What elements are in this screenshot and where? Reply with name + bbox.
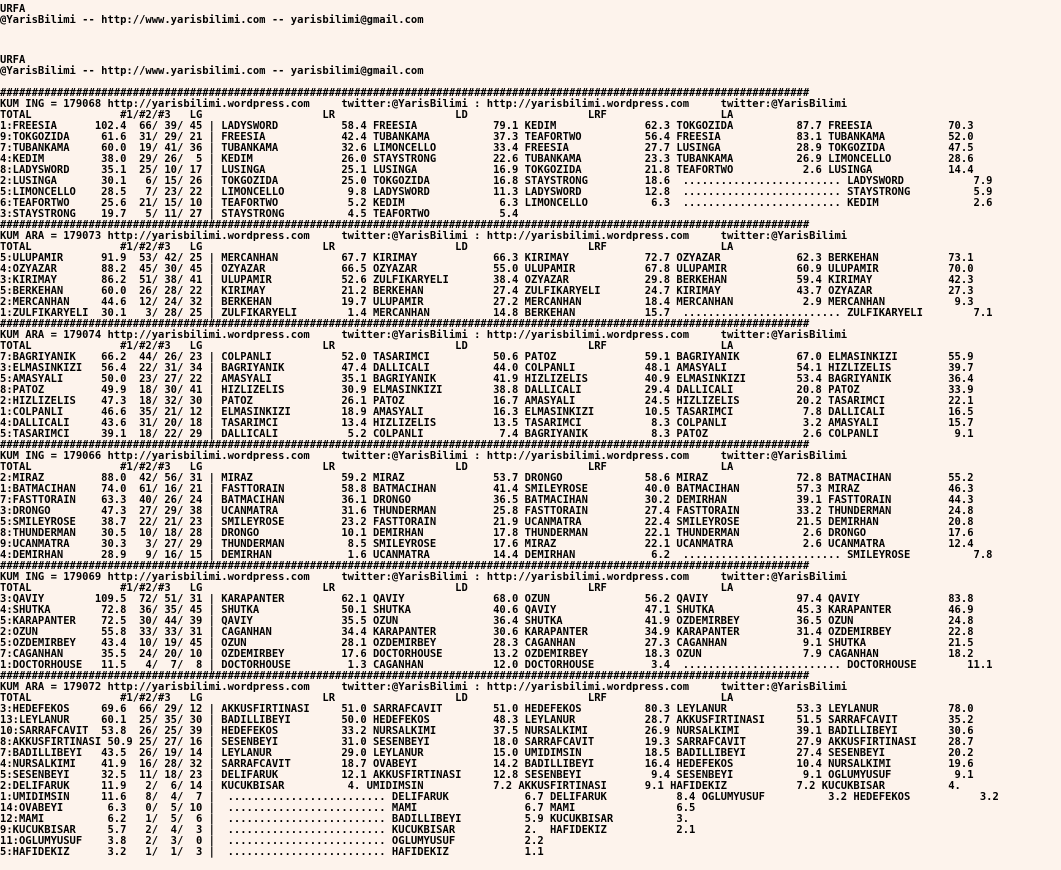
table-row: 12:MAMI 6.2 1/ 5/ 6 | ......................... BADILLIBEYI 5.9 KUCUKBISAR 3. (0, 813, 690, 825)
separator-line: ################################################################################################################################ (0, 670, 810, 682)
table-row: 5:ULUPAMIR 91.9 53/ 42/ 25 | MERCANHAN 67.7 KIRIMAY 66.3 KIRIMAY 72.7 OZYAZAR 62.3 BERKEHAN 73.1 (0, 252, 974, 264)
column-header-line: TOTAL #1/#2/#3 LG LR LD LRF LA (0, 109, 734, 121)
table-row: 7:BADILLIBEYI 43.5 26/ 19/ 14 | LEYLANUR 29.0 LEYLANUR 15.0 UMIDIMSIN 18.5 BADILLIBEYI 27.4 SESENBEYI 20.2 (0, 747, 974, 759)
table-row: 1:FREESIA 102.4 66/ 39/ 45 | LADYSWORD 58.4 FREESIA 79.1 KEDIM 62.3 TOKGOZIDA 87.7 FREESIA 70.3 (0, 120, 974, 132)
separator-line: ################################################################################################################################ (0, 219, 810, 231)
contact-line: @YarisBilimi -- http://www.yarisbilimi.com -- yarisbilimi@gmail.com (0, 14, 424, 26)
race-header-line: KUM ARA = 179072 http://yarisbilimi.wordpress.com twitter:@YarisBilimi : http://yarisbilimi.wordpress.com twitter:@YarisBilimi (0, 681, 848, 693)
table-row: 6:TEAFORTWO 25.6 21/ 15/ 10 | TEAFORTWO 5.2 KEDIM 6.3 LIMONCELLO 6.3 ......................... KEDIM 2.6 (0, 197, 993, 209)
page-title-repeat: URFA (0, 54, 26, 66)
table-row: 3:DRONGO 47.3 27/ 29/ 38 | UCANMATRA 31.6 THUNDERMAN 25.8 FASTTORAIN 27.4 FASTTORAIN 33.2 THUNDERMAN 24.8 (0, 505, 974, 517)
table-row: 1:COLPANLI 46.6 35/ 21/ 12 | ELMASINKIZI 18.9 AMASYALI 16.3 ELMASINKIZI 10.5 TASARIMCI 7.8 DALLICALI 16.5 (0, 406, 974, 418)
table-row: 7:CAGANHAN 35.5 24/ 20/ 10 | OZDEMIRBEY 17.6 DOCTORHOUSE 13.2 OZDEMIRBEY 18.3 OZUN 7.9 CAGANHAN 18.2 (0, 648, 974, 660)
race-header-line: KUM ING = 179069 http://yarisbilimi.wordpress.com twitter:@YarisBilimi : http://yarisbilimi.wordpress.com twitter:@YarisBilimi (0, 571, 848, 583)
column-header-line: TOTAL #1/#2/#3 LG LR LD LRF LA (0, 241, 734, 253)
table-row: 5:SESENBEYI 32.5 11/ 18/ 23 | DELIFARUK 12.1 AKKUSFIRTINASI 12.8 SESENBEYI 9.4 SESENBEYI 9.1 OGLUMYUSUF 9.1 (0, 769, 974, 781)
race-tables (0, 88, 1061, 858)
table-row: 3:QAVIY 109.5 72/ 51/ 31 | KARAPANTER 62.1 QAVIY 68.0 OZUN 56.2 QAVIY 97.4 QAVIY 83.8 (0, 593, 974, 605)
race-header-line: KUM ARA = 179073 http://yarisbilimi.wordpress.com twitter:@YarisBilimi : http://yarisbilimi.wordpress.com twitter:@YarisBilimi (0, 230, 848, 242)
page-title: URFA (0, 3, 26, 15)
table-row: 8:THUNDERMAN 30.5 10/ 18/ 28 | DRONGO 10.1 DEMIRHAN 17.8 THUNDERMAN 22.1 THUNDERMAN 2.6 DRONGO 17.6 (0, 527, 974, 539)
table-row: 9:KUCUKBISAR 5.7 2/ 4/ 3 | ......................... KUCUKBISAR 2. HAFIDEKIZ 2.1 (0, 824, 696, 836)
table-row: 5:AMASYALI 50.0 23/ 27/ 22 | AMASYALI 35.1 BAGRIYANIK 41.9 HIZLIZELIS 40.9 ELMASINKIZI 53.4 BAGRIYANIK 36.4 (0, 373, 974, 385)
column-header-line: TOTAL #1/#2/#3 LG LR LD LRF LA (0, 582, 734, 594)
column-header-line: TOTAL #1/#2/#3 LG LR LD LRF LA (0, 461, 734, 473)
table-row: 8:LADYSWORD 35.1 25/ 10/ 17 | LUSINGA 25.1 LUSINGA 16.9 TOKGOZIDA 21.8 TEAFORTWO 2.6 LUSINGA 14.4 (0, 164, 974, 176)
table-row: 2:LUSINGA 30.1 6/ 15/ 26 | TOKGOZIDA 25.0 TOKGOZIDA 16.8 STAYSTRONG 18.6 ......................... LADYSWORD 7.9 (0, 175, 993, 187)
table-row: 3:KIRIMAY 86.2 51/ 38/ 41 | ULUPAMIR 52.6 ZULFIKARYELI 38.4 OZYAZAR 29.8 BERKEHAN 59.4 KIRIMAY 42.3 (0, 274, 974, 286)
table-row: 1:BATMACIHAN 74.0 61/ 16/ 21 | FASTTORAIN 58.8 BATMACIHAN 41.4 SMILEYROSE 40.0 BATMACIHAN 57.3 MIRAZ 46.3 (0, 483, 974, 495)
table-row: 7:FASTTORAIN 63.3 40/ 26/ 24 | BATMACIHAN 36.1 DRONGO 36.5 BATMACIHAN 30.2 DEMIRHAN 39.1 FASTTORAIN 44.3 (0, 494, 974, 506)
table-row: 3:STAYSTRONG 19.7 5/ 11/ 27 | STAYSTRONG 4.5 TEAFORTWO 5.4 (0, 208, 519, 220)
table-row: 9:TOKGOZIDA 61.6 31/ 29/ 21 | FREESIA 42.4 TUBANKAMA 37.3 TEAFORTWO 56.4 FREESIA 83.1 TUBANKAMA 52.0 (0, 131, 974, 143)
table-row: 2:MERCANHAN 44.6 12/ 24/ 32 | BERKEHAN 19.7 ULUPAMIR 27.2 MERCANHAN 18.4 MERCANHAN 2.9 MERCANHAN 9.3 (0, 296, 974, 308)
table-row: 14:OVABEYI 6.3 0/ 5/ 10 | ......................... MAMI 6.7 MAMI 6.5 (0, 802, 696, 814)
table-row: 5:LIMONCELLO 28.5 7/ 23/ 22 | LIMONCELLO 9.8 LADYSWORD 11.3 LADYSWORD 12.8 ......................... STAYSTRONG 5.9 (0, 186, 993, 198)
separator-line: ################################################################################################################################ (0, 439, 810, 451)
table-row: 5:HAFIDEKIZ 3.2 1/ 1/ 3 | ......................... HAFIDEKIZ 1.1 (0, 846, 544, 858)
table-row: 4:DEMIRHAN 28.9 9/ 16/ 15 | DEMIRHAN 1.6 UCANMATRA 14.4 DEMIRHAN 6.2 ......................... SMILEYROSE 7.8 (0, 549, 993, 561)
race-header-line: KUM ING = 179066 http://yarisbilimi.wordpress.com twitter:@YarisBilimi : http://yarisbilimi.wordpress.com twitter:@YarisBilimi (0, 450, 848, 462)
column-header-line: TOTAL #1/#2/#3 LG LR LD LRF LA (0, 692, 734, 704)
table-row: 1:ZULFIKARYELI 30.1 3/ 28/ 25 | ZULFIKARYELI 1.4 MERCANHAN 14.8 BERKEHAN 15.7 ......................... ZULFIKARYELI 7.1 (0, 307, 993, 319)
table-row: 5:OZDEMIRBEY 43.4 10/ 19/ 45 | OZUN 28.1 OZDEMIRBEY 28.3 CAGANHAN 27.3 CAGANHAN 9.1 SHUTKA 21.5 (0, 637, 974, 649)
table-row: 13:LEYLANUR 60.1 25/ 35/ 30 | BADILLIBEYI 50.0 HEDEFEKOS 48.3 LEYLANUR 28.7 AKKUSFIRTINASI 51.5 SARRAFCAVIT 35.2 (0, 714, 974, 726)
contact-line-repeat: @YarisBilimi -- http://www.yarisbilimi.com -- yarisbilimi@gmail.com (0, 65, 424, 77)
table-row: 8:AKKUSFIRTINASI 50.9 25/ 27/ 16 | SESENBEYI 31.0 SESENBEYI 18.0 SARRAFCAVIT 19.3 SARRAFCAVIT 27.9 AKKUSFIRTINASI 28.7 (0, 736, 974, 748)
table-row: 8:PATOZ 49.9 18/ 30/ 41 | HIZLIZELIS 30.9 ELMASINKIZI 38.8 DALLICALI 29.4 DALLICALI 20.8 PATOZ 33.9 (0, 384, 974, 396)
table-row: 7:TUBANKAMA 60.0 19/ 41/ 36 | TUBANKAMA 32.6 LIMONCELLO 33.4 FREESIA 27.7 LUSINGA 28.9 TOKGOZIDA 47.5 (0, 142, 974, 154)
table-row: 4:KEDIM 38.0 29/ 26/ 5 | KEDIM 26.0 STAYSTRONG 22.6 TUBANKAMA 23.3 TUBANKAMA 26.9 LIMONCELLO 28.6 (0, 153, 974, 165)
separator-line: ################################################################################################################################ (0, 87, 810, 99)
table-row: 2:OZUN 55.8 33/ 33/ 31 | CAGANHAN 34.4 KARAPANTER 30.6 KARAPANTER 34.9 KARAPANTER 31.4 OZDEMIRBEY 22.8 (0, 626, 974, 638)
table-row: 5:SMILEYROSE 38.7 22/ 21/ 23 | SMILEYROSE 23.2 FASTTORAIN 21.9 UCANMATRA 22.4 SMILEYROSE 21.5 DEMIRHAN 20.8 (0, 516, 974, 528)
race-header-line: KUM ING = 179068 http://yarisbilimi.wordpress.com twitter:@YarisBilimi : http://yarisbilimi.wordpress.com twitter:@YarisBilimi (0, 98, 848, 110)
table-row: 4:OZYAZAR 88.2 45/ 30/ 45 | OZYAZAR 66.5 OZYAZAR 55.0 ULUPAMIR 67.8 ULUPAMIR 60.9 ULUPAMIR 70.0 (0, 263, 974, 275)
table-row: 1:DOCTORHOUSE 11.5 4/ 7/ 8 | DOCTORHOUSE 1.3 CAGANHAN 12.0 DOCTORHOUSE 3.4 ......................... DOCTORHOUSE 11.1 (0, 659, 993, 671)
table-row: 5:BERKEHAN 60.0 26/ 28/ 22 | KIRIMAY 21.2 BERKEHAN 27.4 ZULFIKARYELI 24.7 KIRIMAY 43.7 OZYAZAR 27.3 (0, 285, 974, 297)
table-row: 11:OGLUMYUSUF 3.8 2/ 3/ 0 | ......................... OGLUMYUSUF 2.2 (0, 835, 544, 847)
table-row: 5:TASARIMCI 39.1 18/ 22/ 29 | DALLICALI 5.2 COLPANLI 7.4 BAGRIYANIK 8.3 PATOZ 2.6 COLPANLI 9.1 (0, 428, 974, 440)
column-header-line: TOTAL #1/#2/#3 LG LR LD LRF LA (0, 340, 734, 352)
table-row: 7:BAGRIYANIK 66.2 44/ 26/ 23 | COLPANLI 52.0 TASARIMCI 50.6 PATOZ 59.1 BAGRIYANIK 67.0 ELMASINKIZI 55.9 (0, 351, 974, 363)
table-row: 2:HIZLIZELIS 47.3 18/ 32/ 30 | PATOZ 26.1 PATOZ 16.7 AMASYALI 24.5 HIZLIZELIS 20.2 TASARIMCI 22.1 (0, 395, 974, 407)
table-row: 10:SARRAFCAVIT 53.8 26/ 25/ 39 | HEDEFEKOS 33.2 NURSALKIMI 37.5 NURSALKIMI 26.9 NURSALKIMI 39.1 BADILLIBEYI 30.6 (0, 725, 974, 737)
spacer (0, 26, 1061, 55)
table-row: 4:SHUTKA 72.8 36/ 35/ 45 | SHUTKA 50.1 SHUTKA 40.6 QAVIY 47.1 SHUTKA 45.3 KARAPANTER 46.9 (0, 604, 974, 616)
table-row: 3:HEDEFEKOS 69.6 66/ 29/ 12 | AKKUSFIRTINASI 51.0 SARRAFCAVIT 51.0 HEDEFEKOS 80.3 LEYLANUR 53.3 LEYLANUR 78.0 (0, 703, 974, 715)
table-row: 5:KARAPANTER 72.5 30/ 44/ 39 | QAVIY 35.5 OZUN 36.4 SHUTKA 41.9 OZDEMIRBEY 36.5 OZUN 24.8 (0, 615, 974, 627)
table-row: 3:ELMASINKIZI 56.4 22/ 31/ 34 | BAGRIYANIK 47.4 DALLICALI 44.0 COLPANLI 48.1 AMASYALI 54.1 HIZLIZELIS 39.7 (0, 362, 974, 374)
table-row: 4:NURSALKIMI 41.9 16/ 28/ 32 | SARRAFCAVIT 18.7 OVABEYI 14.2 BADILLIBEYI 16.4 HEDEFEKOS 10.4 NURSALKIMI 19.6 (0, 758, 974, 770)
table-row: 9:UCANMATRA 30.3 3/ 27/ 29 | THUNDERMAN 8.5 SMILEYROSE 17.6 MIRAZ 22.1 UCANMATRA 2.6 UCANMATRA 12.4 (0, 538, 974, 550)
race-header-line: KUM ARA = 179074 http://yarisbilimi.wordpress.com twitter:@YarisBilimi : http://yarisbilimi.wordpress.com twitter:@YarisBilimi (0, 329, 848, 341)
table-row: 1:UMIDIMSIN 11.6 8/ 4/ 7 | ......................... DELIFARUK 6.7 DELIFARUK 8.4 OGLUMYUSUF 3.2 HEDEFEKOS 3.2 (0, 791, 999, 803)
table-row: 4:DALLICALI 43.6 31/ 20/ 18 | TASARIMCI 13.4 HIZLIZELIS 13.5 TASARIMCI 8.3 COLPANLI 3.2 AMASYALI 15.7 (0, 417, 974, 429)
separator-line: ################################################################################################################################ (0, 560, 810, 572)
table-row: 2:DELIFARUK 11.9 2/ 6/ 14 | KUCUKBISAR 4. UMIDIMSIN 7.2 AKKUSFIRTINASI 9.1 HAFIDEKIZ 7.2 KUCUKBISAR 4. (0, 780, 961, 792)
table-row: 2:MIRAZ 88.0 42/ 56/ 31 | MIRAZ 59.2 MIRAZ 53.7 DRONGO 58.6 MIRAZ 72.8 BATMACIHAN 55.2 (0, 472, 974, 484)
separator-line: ################################################################################################################################ (0, 318, 810, 330)
